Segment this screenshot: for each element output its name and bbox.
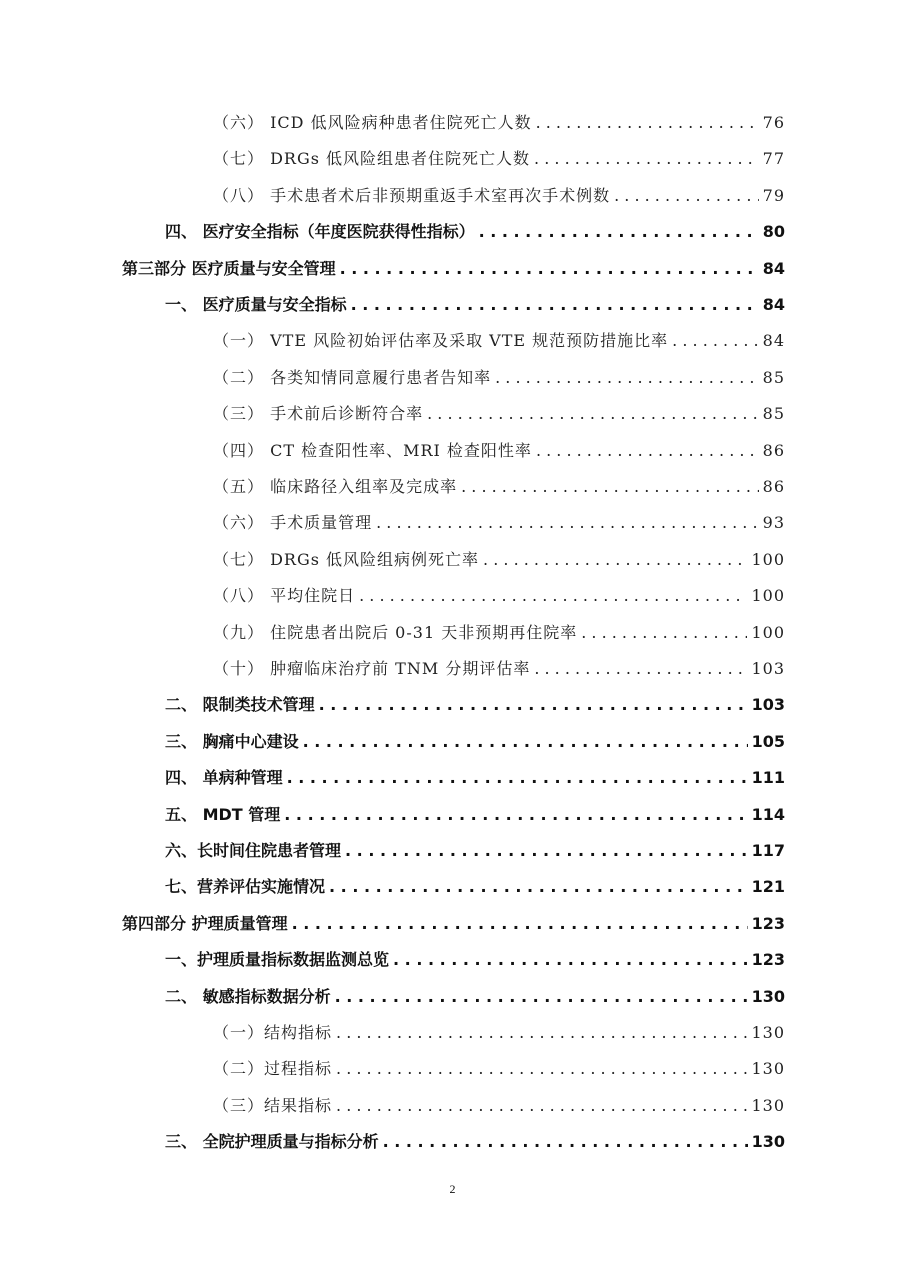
toc-leader-dots xyxy=(393,945,748,975)
toc-entry-page: 123 xyxy=(751,913,785,933)
toc-entry-page: 84 xyxy=(762,295,785,314)
toc-entry-page: 77 xyxy=(762,149,785,169)
toc-entry-page: 103 xyxy=(751,695,785,715)
toc-entry-page: 117 xyxy=(751,841,785,860)
toc-entry-page: 76 xyxy=(762,113,785,132)
toc-entry-label: （七） DRGs 低风险组病例死亡率 xyxy=(213,549,480,569)
toc-entry-page: 79 xyxy=(762,185,785,205)
toc-entry-label: （八） 平均住院日 xyxy=(213,586,356,606)
toc-entry-label: （十） 肿瘤临床治疗前 TNM 分期评估率 xyxy=(213,659,531,678)
toc-leader-dots xyxy=(479,217,759,247)
toc-leader-dots xyxy=(534,654,747,684)
toc-entry-page: 85 xyxy=(762,367,785,387)
toc-entry-page: 130 xyxy=(751,1023,785,1042)
toc-leader-dots xyxy=(336,1091,747,1121)
toc-leader-dots xyxy=(340,254,759,284)
toc-entry[interactable] xyxy=(213,1054,785,1084)
toc-entry-page: 86 xyxy=(762,440,785,460)
toc-entry-label: 四、 医疗安全指标（年度医院获得性指标） xyxy=(165,222,475,242)
toc-entry[interactable] xyxy=(213,1091,785,1121)
toc-entry-label: 一、 医疗质量与安全指标 xyxy=(165,295,347,314)
toc-entry[interactable] xyxy=(165,763,785,793)
toc-entry[interactable] xyxy=(213,545,785,575)
toc-leader-dots xyxy=(495,363,759,393)
toc-leader-dots xyxy=(536,436,759,466)
toc-entry-page: 100 xyxy=(751,586,785,606)
toc-entry[interactable] xyxy=(213,181,785,211)
toc-entry-label: （六） ICD 低风险病种患者住院死亡人数 xyxy=(213,113,532,132)
toc-entry[interactable] xyxy=(213,436,785,466)
toc-leader-dots xyxy=(351,290,759,320)
toc-leader-dots xyxy=(335,982,748,1012)
toc-entry-label: 一、护理质量指标数据监测总览 xyxy=(165,950,390,970)
toc-entry-label: （五） 临床路径入组率及完成率 xyxy=(213,477,458,496)
toc-entry-page: 121 xyxy=(751,877,785,897)
toc-leader-dots xyxy=(534,144,759,174)
toc-entry-label: 第四部分 护理质量管理 xyxy=(122,913,288,933)
toc-entry[interactable] xyxy=(213,326,785,356)
toc-entry[interactable] xyxy=(165,945,785,975)
toc-entry[interactable] xyxy=(165,982,785,1012)
toc-leader-dots xyxy=(672,326,758,356)
toc-leader-dots xyxy=(292,909,748,939)
toc-entry-page: 100 xyxy=(751,622,785,642)
toc-entry-page: 123 xyxy=(751,950,785,970)
toc-leader-dots xyxy=(336,1018,747,1048)
toc-leader-dots xyxy=(536,108,759,138)
toc-leader-dots xyxy=(383,1127,748,1157)
toc-entry-page: 130 xyxy=(751,1095,785,1115)
toc-entry[interactable] xyxy=(165,800,785,830)
toc-leader-dots xyxy=(284,800,747,830)
toc-leader-dots xyxy=(319,690,748,720)
toc-entry-page: 114 xyxy=(751,804,785,824)
toc-entry[interactable] xyxy=(213,1018,785,1048)
toc-entry-label: 第三部分 医疗质量与安全管理 xyxy=(122,258,336,278)
toc-entry[interactable] xyxy=(165,1127,785,1157)
toc-entry-label: 二、 敏感指标数据分析 xyxy=(165,986,331,1006)
toc-entry-page: 130 xyxy=(751,1059,785,1079)
toc-entry[interactable] xyxy=(213,108,785,138)
toc-entry-page: 100 xyxy=(751,549,785,569)
toc-entry-label: （一） VTE 风险初始评估率及采取 VTE 规范预防措施比率 xyxy=(213,331,669,351)
toc-leader-dots xyxy=(303,727,748,757)
toc-leader-dots xyxy=(614,181,759,211)
toc-entry[interactable] xyxy=(165,872,785,902)
toc-entry-label: 三、 全院护理质量与指标分析 xyxy=(165,1132,379,1152)
toc-entry-label: （六） 手术质量管理 xyxy=(213,513,373,533)
toc-entry-page: 80 xyxy=(762,222,785,242)
toc-entry-page: 85 xyxy=(762,404,785,424)
toc-entry-label: 四、 单病种管理 xyxy=(165,768,283,788)
toc-leader-dots xyxy=(581,618,747,648)
toc-entry-label: （七） DRGs 低风险组患者住院死亡人数 xyxy=(213,149,531,169)
toc-entry[interactable] xyxy=(122,909,785,939)
toc-leader-dots xyxy=(359,581,747,611)
toc-entry-label: 七、营养评估实施情况 xyxy=(165,877,326,897)
toc-entry-page: 86 xyxy=(762,477,785,496)
toc-entry-label: （二） 各类知情同意履行患者告知率 xyxy=(213,367,492,387)
toc-entry[interactable] xyxy=(165,690,785,720)
toc-leader-dots xyxy=(287,763,748,793)
toc-entry[interactable] xyxy=(213,618,785,648)
toc-entry-label: 三、 胸痛中心建设 xyxy=(165,731,299,751)
toc-entry[interactable] xyxy=(213,399,785,429)
toc-entry-page: 130 xyxy=(751,986,785,1006)
toc-entry[interactable] xyxy=(213,144,785,174)
toc-entry[interactable] xyxy=(213,472,785,502)
page-number: 2 xyxy=(449,1182,456,1196)
toc-entry-label: （四） CT 检查阳性率、MRI 检查阳性率 xyxy=(213,440,532,460)
toc-entry[interactable] xyxy=(165,290,785,320)
toc-entry-page: 105 xyxy=(751,731,785,751)
toc-entry[interactable] xyxy=(213,654,785,684)
toc-entry-label: 五、 MDT 管理 xyxy=(165,804,281,824)
toc-entry-page: 84 xyxy=(762,258,785,278)
toc-entry[interactable] xyxy=(122,254,785,284)
toc-entry-page: 111 xyxy=(751,768,785,788)
toc-entry-label: 六、长时间住院患者管理 xyxy=(165,841,342,860)
toc-leader-dots xyxy=(336,1054,747,1084)
toc-entry[interactable] xyxy=(165,727,785,757)
toc-leader-dots xyxy=(427,399,759,429)
toc-entry[interactable] xyxy=(213,363,785,393)
toc-entry-label: （九） 住院患者出院后 0-31 天非预期再住院率 xyxy=(213,622,578,642)
toc-leader-dots xyxy=(376,508,759,538)
toc-entry-label: （一）结构指标 xyxy=(213,1023,333,1042)
toc-leader-dots xyxy=(345,836,748,866)
toc-leader-dots xyxy=(461,472,759,502)
toc-entry-label: （八） 手术患者术后非预期重返手术室再次手术例数 xyxy=(213,185,611,205)
toc-entry[interactable] xyxy=(213,581,785,611)
toc-entry-page: 93 xyxy=(762,513,785,533)
toc-entry-label: 二、 限制类技术管理 xyxy=(165,695,315,715)
toc-entry-label: （二）过程指标 xyxy=(213,1059,333,1079)
toc-entry[interactable] xyxy=(213,508,785,538)
toc-entry-page: 84 xyxy=(762,331,785,351)
toc-entry-page: 103 xyxy=(751,659,785,678)
toc-leader-dots xyxy=(329,872,748,902)
toc-entry-page: 130 xyxy=(751,1132,785,1152)
toc-leader-dots xyxy=(483,545,747,575)
toc-entry-label: （三）结果指标 xyxy=(213,1095,333,1115)
toc-entry[interactable] xyxy=(165,836,785,866)
toc-entry-label: （三） 手术前后诊断符合率 xyxy=(213,404,424,424)
toc-entry[interactable] xyxy=(165,217,785,247)
